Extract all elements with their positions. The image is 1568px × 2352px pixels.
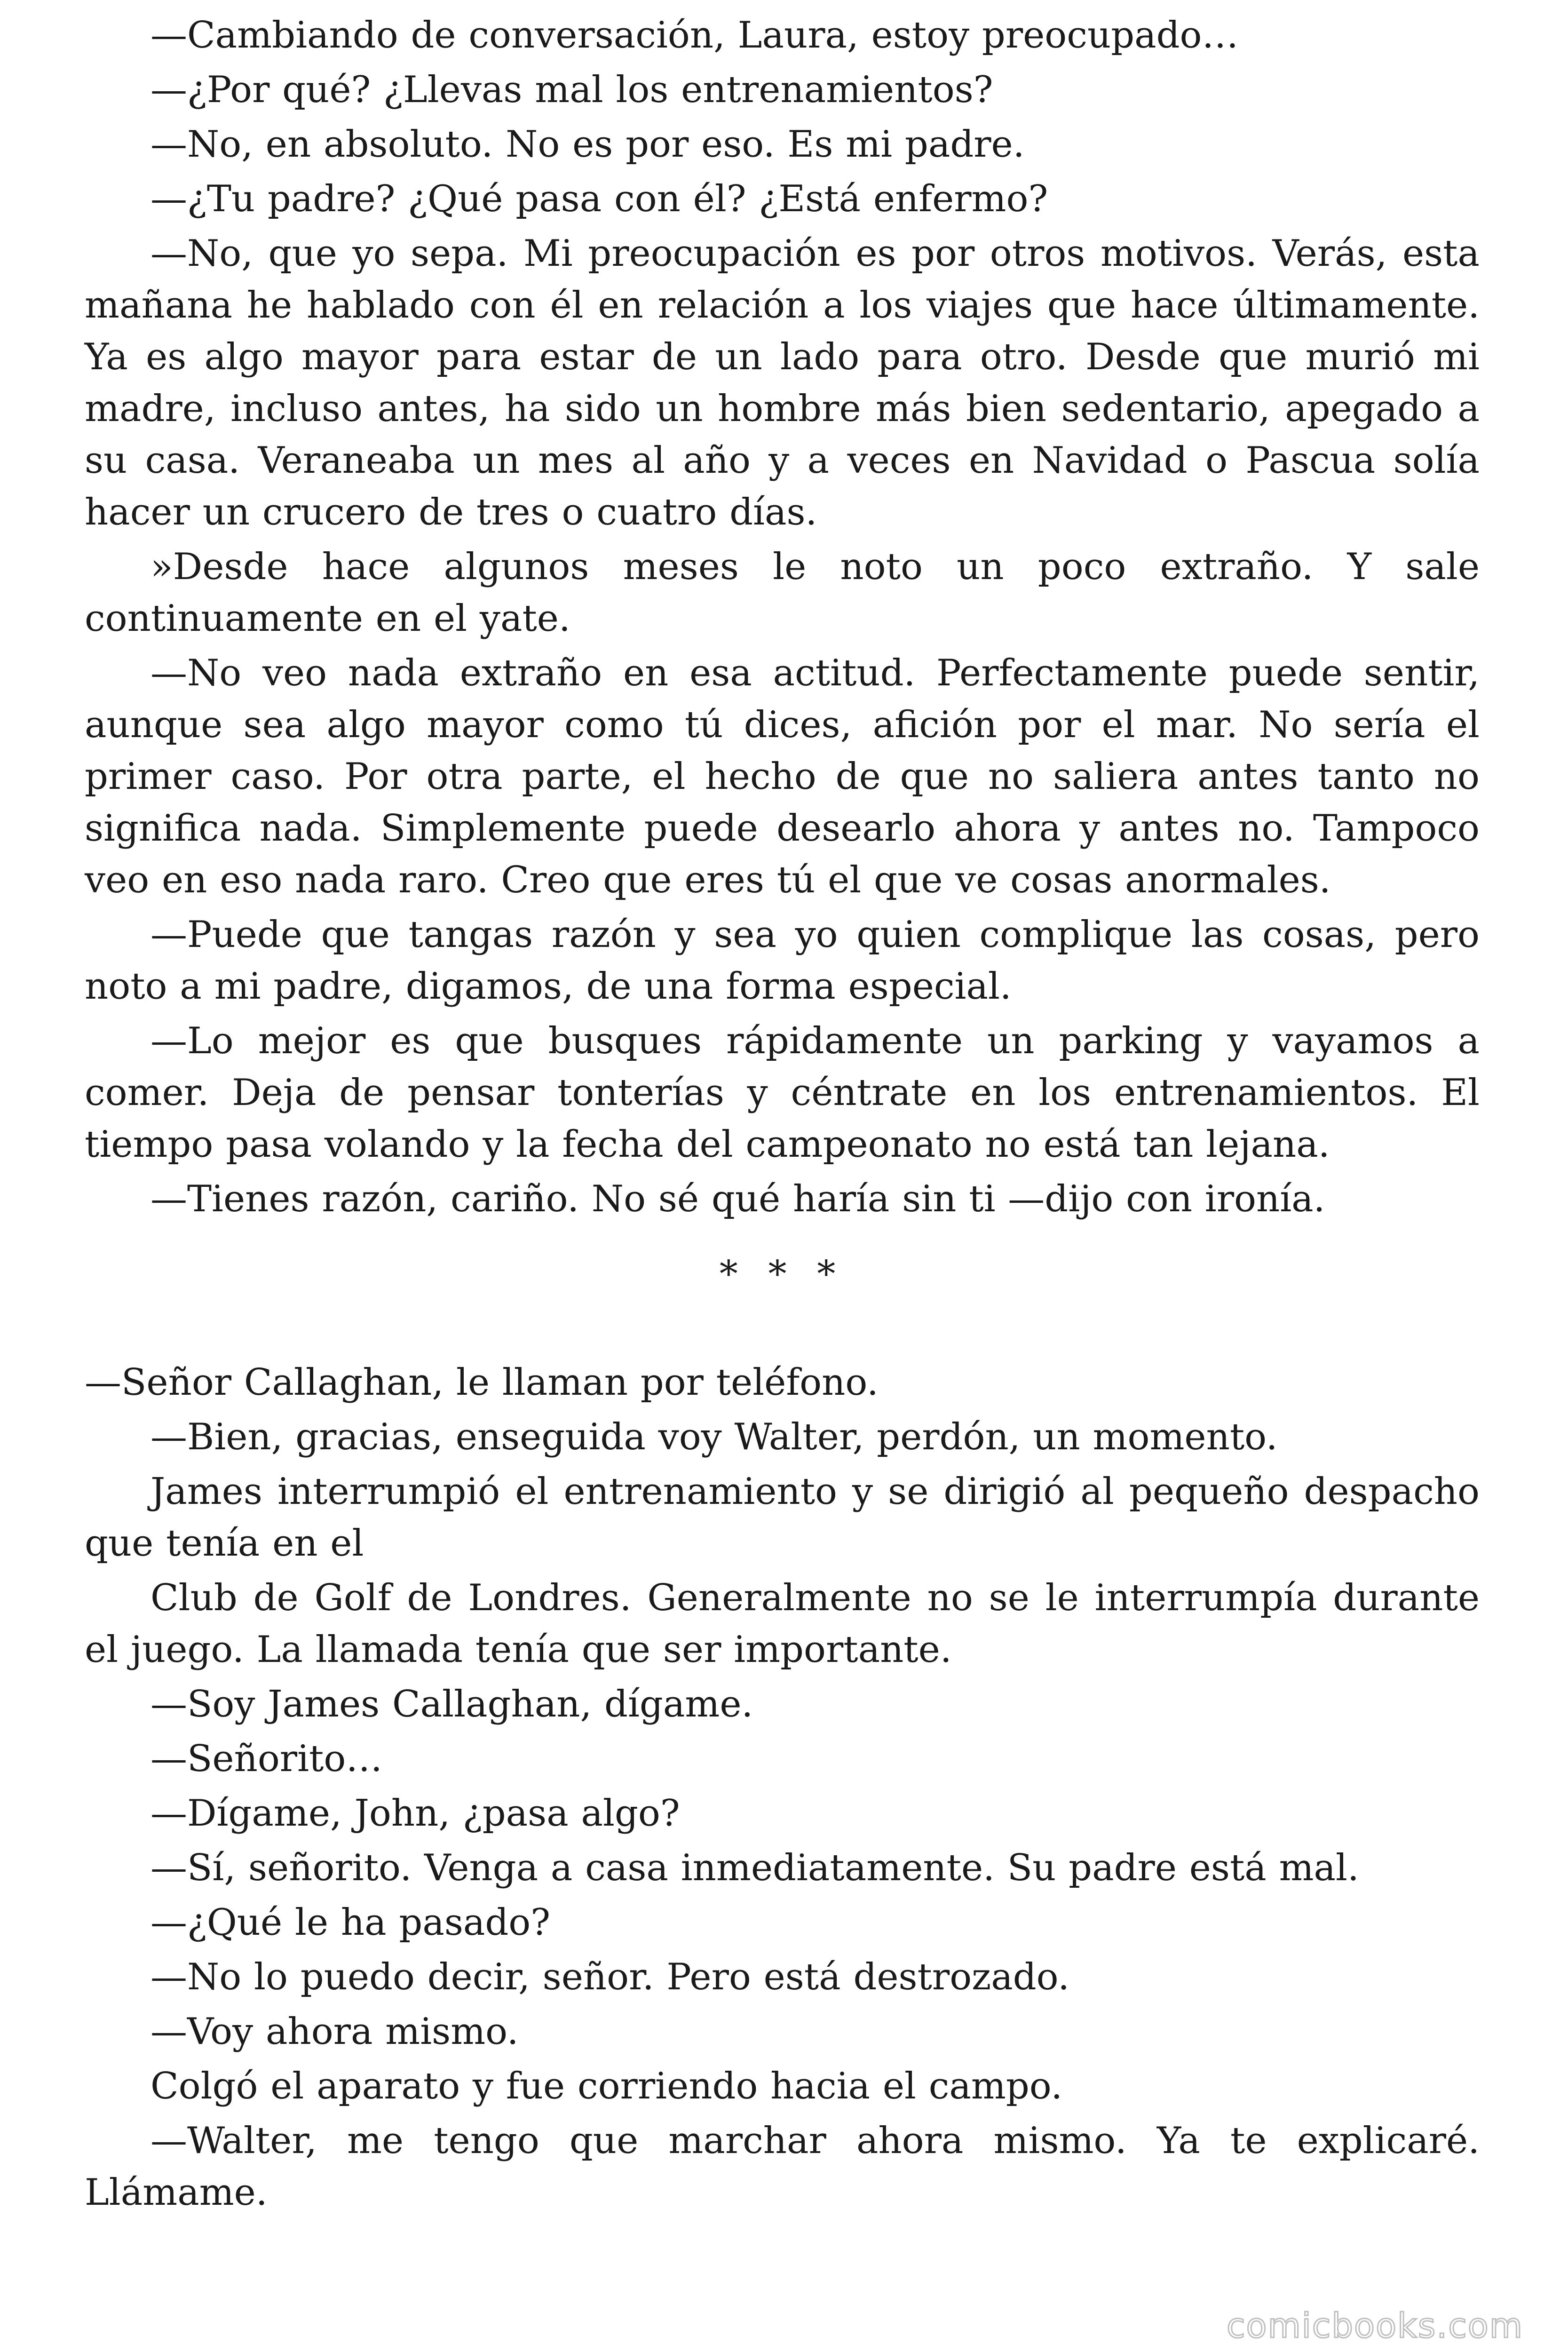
- paragraph: —No lo puedo decir, señor. Pero está destrozado.: [150, 1956, 1070, 1998]
- paragraph: —Voy ahora mismo.: [150, 2010, 519, 2053]
- paragraph: »Desde hace algunos meses le noto un poco extraño. Y sale continuamente en el yate.: [85, 546, 1480, 640]
- book-page: [85, 9, 1480, 2221]
- paragraph: —Dígame, John, ¿pasa algo?: [150, 1792, 680, 1835]
- paragraph: —Tienes razón, cariño. No sé qué haría sin ti —dijo con ironía.: [150, 1178, 1325, 1220]
- paragraph: Colgó el aparato y fue corriendo hacia el campo.: [150, 2065, 1063, 2107]
- paragraph: —Soy James Callaghan, dígame.: [150, 1683, 753, 1725]
- paragraph: —Lo mejor es que busques rápidamente un parking y vayamos a comer. Deja de pensar tonterías y céntrate en los entrenamientos. El tiempo pasa volando y la fecha del campeonato no está tan lejana.: [85, 1020, 1480, 1166]
- paragraph: —Señorito…: [150, 1738, 383, 1780]
- paragraph: —¿Por qué? ¿Llevas mal los entrenamientos?: [150, 69, 993, 111]
- paragraph: —Walter, me tengo que marchar ahora mismo. Ya te explicaré. Llámame.: [85, 2120, 1480, 2214]
- paragraph: —Señor Callaghan, le llaman por teléfono.: [85, 1361, 879, 1404]
- paragraph: —Cambiando de conversación, Laura, estoy preocupado…: [150, 14, 1239, 56]
- paragraph: Club de Golf de Londres. Generalmente no se le interrumpía durante el juego. La llamada tenía que ser importante.: [85, 1577, 1480, 1671]
- paragraph: —Sí, señorito. Venga a casa inmediatamente. Su padre está mal.: [150, 1847, 1359, 1889]
- paragraph: —Puede que tangas razón y sea yo quien complique las cosas, pero noto a mi padre, digamos, de una forma especial.: [85, 914, 1480, 1008]
- paragraph: —No, en absoluto. No es por eso. Es mi padre.: [150, 123, 1025, 166]
- watermark: comicbooks.com: [1226, 2306, 1523, 2345]
- paragraph: —No, que yo sepa. Mi preocupación es por otros motivos. Verás, esta mañana he hablado con él en relación a los viajes que hace últimamente. Ya es algo mayor para estar de un lado para otro. Desde que murió mi madre, incluso antes, ha sido un hombre más bien sedentario, apegado a su casa. Veraneaba un mes al año y a veces en Navidad o Pascua solía hacer un crucero de tres o cuatro días.: [85, 232, 1480, 533]
- paragraph: —¿Qué le ha pasado?: [150, 1901, 551, 1944]
- paragraph: —Bien, gracias, enseguida voy Walter, perdón, un momento.: [150, 1416, 1278, 1458]
- paragraph: —¿Tu padre? ¿Qué pasa con él? ¿Está enfermo?: [150, 178, 1048, 220]
- paragraph: James interrumpió el entrenamiento y se dirigió al pequeño despacho que tenía en el: [85, 1470, 1480, 1565]
- paragraph: —No veo nada extraño en esa actitud. Perfectamente puede sentir, aunque sea algo mayor como tú dices, afición por el mar. No sería el primer caso. Por otra parte, el hecho de que no saliera antes tanto no significa nada. Simplemente puede desearlo ahora y antes no. Tampoco veo en eso nada raro. Creo que eres tú el que ve cosas anormales.: [85, 652, 1480, 901]
- scene-separator: * * *: [719, 1253, 845, 1295]
